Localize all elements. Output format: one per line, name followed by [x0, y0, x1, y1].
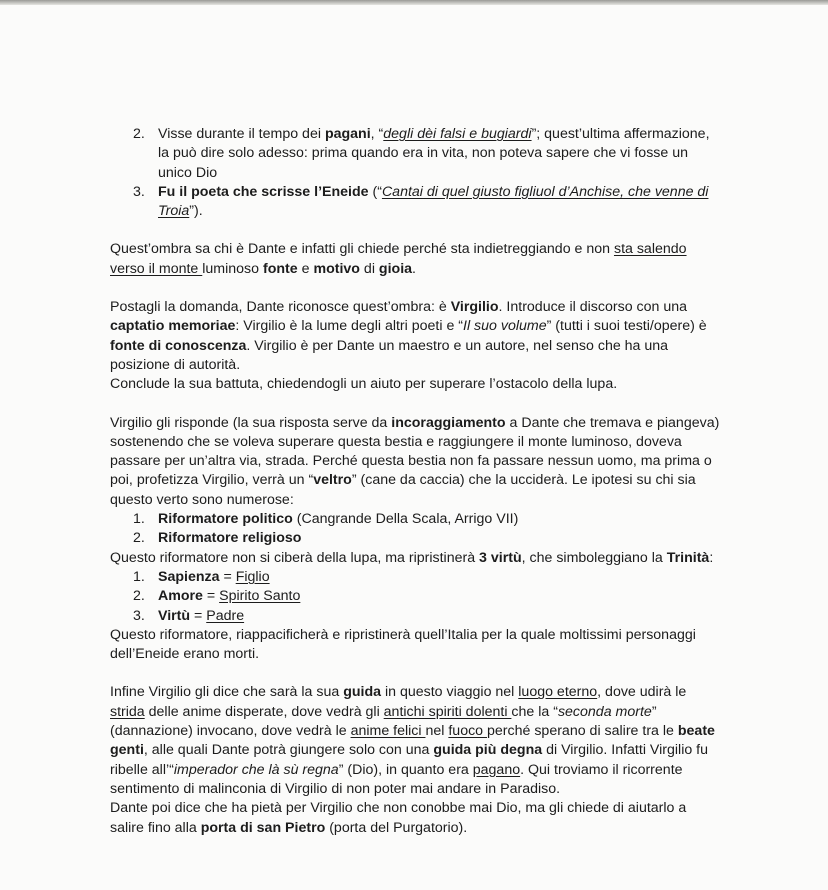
list-item: 1. Sapienza = Figlio: [110, 568, 720, 587]
list-number: 2.: [133, 588, 145, 605]
list-item: 2. Riformatore religioso: [110, 529, 720, 548]
page-top-edge: [0, 0, 828, 5]
paragraph-pieta: Dante poi dice che ha pietà per Virgilio che non conobbe mai Dio, ma gli chiede di aiutarlo a salire fino alla porta di san Pietro (porta del Purgatorio).: [110, 800, 687, 836]
list-number: 2.: [133, 530, 145, 547]
list-item: 1. Riformatore politico (Cangrande Della Scala, Arrigo VII): [110, 510, 720, 529]
paragraph-virgilio: Postagli la domanda, Dante riconosce quest’ombra: è Virgilio. Introduce il discorso con una captatio memoriae: Virgilio è la lume degli altri poeti e “Il suo volume” (tutti i suoi testi/opere) è fonte di conoscenza. Virgilio è per Dante un maestro e un autore, nel senso che ha una posizione di autorità.: [110, 299, 707, 373]
list-number: 3.: [133, 183, 145, 200]
paragraph-risposta: Virgilio gli risponde (la sua risposta serve da incoraggiamento a Dante che tremava e piangeva) sostenendo che se voleva superare questa bestia e raggiungere il monte luminoso, doveva passare per un’altra via, strada. Perché questa bestia non fa passare nessun uomo, ma prima o poi, profetizza Virgilio, verrà un “veltro” (cane da caccia) che la ucciderà. Le ipotesi su chi sia questo verto sono numerose:: [110, 414, 720, 508]
list-item: 3. Virtù = Padre: [110, 607, 720, 626]
list-item: 2. Amore = Spirito Santo: [110, 587, 720, 606]
paragraph-virtu: Questo riformatore non si ciberà della lupa, ma ripristinerà 3 virtù, che simboleggiano la Trinità:: [110, 549, 714, 566]
paragraph-riformatore: Questo riformatore, riappacificherà e ripristinerà quell’Italia per la quale moltissimi personaggi dell’Eneide erano morti.: [110, 626, 696, 663]
list-number: 1.: [133, 568, 145, 585]
list-riformatori: [110, 510, 720, 549]
list-item: 2. Visse durante il tempo dei pagani, “degli dèi falsi e bugiardi”; quest’ultima affermazione, la può dire solo adesso: prima quando era in vita, non poteva sapere che vi fosse un unico Dio: [133, 126, 710, 181]
list-item: 3. Fu il poeta che scrisse l’Eneide (“Cantai di quel giusto figliuol d’Anchise, che venne di Troia”).: [133, 183, 709, 220]
document-page: [110, 125, 720, 838]
paragraph-ombra: Quest’ombra sa chi è Dante e infatti gli chiede perché sta indietreggiando e non sta salendo verso il monte luminoso fonte e motivo di gioia.: [110, 241, 687, 277]
list-virtu: [110, 568, 720, 626]
list-number: 1.: [133, 511, 145, 528]
paragraph-guida: Infine Virgilio gli dice che sarà la sua guida in questo viaggio nel luogo eterno, dove udirà le strida delle anime disperate, dove vedrà gli antichi spiriti dolenti che la “seconda morte” (dannazione) invocano, dove vedrà le anime felici nel fuoco perché sperano di salire tra le beate genti, alle quali Dante potrà giungere solo con una guida più degna di Virgilio. Infatti Virgilio fu ribelle all’“imperador che là sù regna” (Dio), in quanto era pagano. Qui troviamo il ricorrente sentimento di malinconia di Virgilio di non poter mai andare in Paradiso.: [110, 684, 715, 797]
paragraph-conclude: Conclude la sua battuta, chiedendogli un aiuto per superare l’ostacolo della lupa.: [110, 376, 618, 393]
list-number: 2.: [133, 126, 145, 142]
list-attributes: [110, 125, 720, 221]
list-number: 3.: [133, 607, 145, 624]
